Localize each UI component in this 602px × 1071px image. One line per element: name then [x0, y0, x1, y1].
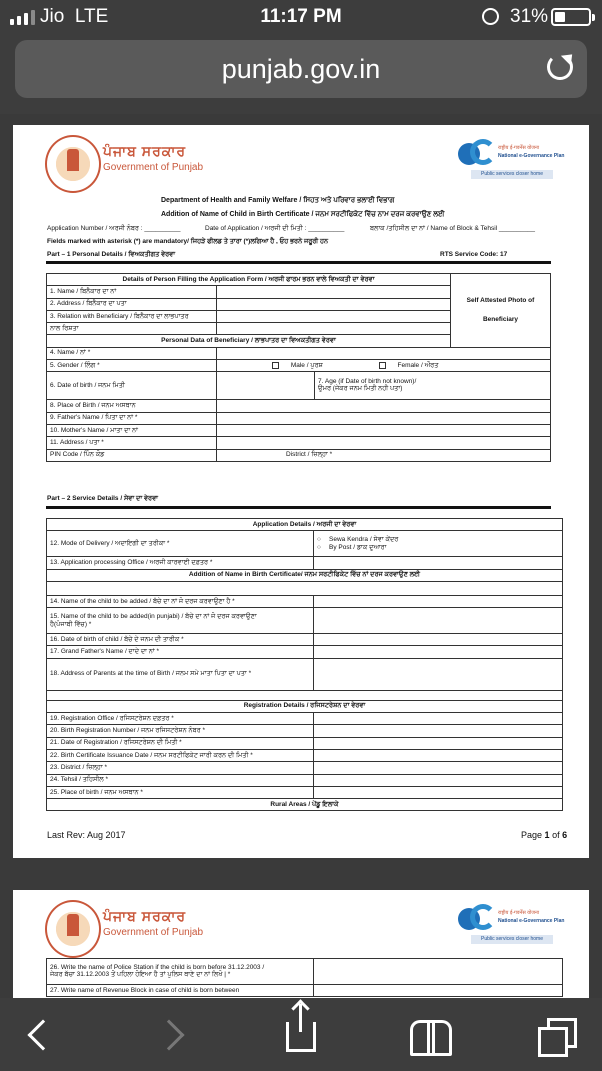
pdf-page-2: [13, 890, 589, 998]
field-label: 25. Place of birth / ਜਨਮ ਅਸਥਾਨ *: [47, 786, 314, 798]
address-bar-area: [0, 34, 602, 114]
section-header: Application Details / ਅਰਜੀ ਦਾ ਵੇਰਵਾ: [47, 519, 563, 531]
reload-icon[interactable]: [547, 54, 573, 80]
form-title: Addition of Name of Child in Birth Certificate / ਜਨਮ ਸਰਟੀਫਿਕੇਟ ਵਿੱਚ ਨਾਮ ਦਰਜ ਕਰਵਾਉਣ ਲਈ: [161, 211, 445, 218]
punjab-emblem-icon: [45, 900, 101, 958]
rural-details-table: [46, 958, 563, 997]
carrier: Jio LTE: [40, 6, 109, 27]
part2-label: Part – 2 Service Details / ਸੇਵਾ ਦਾ ਵੇਰਵਾ: [47, 495, 159, 502]
delivery-options: ○ Sewa Kendra / ਸੇਵਾ ਕੇਂਦਰ ○ By Post / ਡਾਕ ਦੁਆਰਾ: [314, 531, 563, 557]
egov-tagline: Public services closer home: [471, 170, 553, 179]
divider: [46, 506, 551, 509]
egov-hindi: राष्ट्रीय ई-गवर्नेंस योजना: [498, 145, 540, 151]
share-icon[interactable]: [286, 1022, 316, 1052]
field-label: 1. Name / ਬਿਨੈਕਾਰ ਦਾ ਨਾਂ: [47, 286, 217, 298]
age-field[interactable]: 7. Age (if Date of birth not known)/ ਉਮਰ (ਜੇਕਰ ਜਨਮ ਮਿਤੀ ਨਹੀ ਪਤਾ): [315, 372, 551, 400]
spacer: [47, 690, 563, 700]
bookmarks-icon[interactable]: [410, 1020, 452, 1052]
revision-note: Last Rev: Aug 2017: [47, 830, 126, 840]
field-input[interactable]: [314, 985, 563, 997]
field-label: 4. Name / ਨਾਂ *: [47, 347, 217, 359]
egov-english: National e-Governance Plan: [498, 918, 565, 924]
field-label: 9. Father's Name / ਪਿਤਾ ਦਾ ਨਾਂ *: [47, 412, 217, 424]
female-checkbox[interactable]: [379, 362, 386, 369]
tabs-icon[interactable]: [538, 1018, 572, 1052]
app-date: Date of Application / ਅਰਜੀ ਦੀ ਮਿਤੀ : __________: [205, 225, 345, 232]
page-header: [13, 890, 589, 954]
field-label: 16. Date of birth of child / ਬੱਚੇ ਦੇ ਜਨਮ ਦੀ ਤਾਰੀਕ *: [47, 634, 314, 646]
field-label: 11. Address / ਪਤਾ *: [47, 437, 217, 449]
field-input[interactable]: [314, 786, 563, 798]
field-input[interactable]: [217, 347, 551, 359]
field-label: 5. Gender / ਲਿੰਗ *: [47, 360, 217, 372]
field-input[interactable]: [314, 634, 563, 646]
alarm-icon: [482, 8, 499, 25]
egov-logo-icon: [458, 904, 496, 932]
egov-tagline: Public services closer home: [471, 935, 553, 944]
battery-percent: 31%: [510, 6, 549, 27]
field-input[interactable]: [217, 323, 451, 335]
pin-district[interactable]: District / ਜ਼ਿਲ੍ਹਾ *: [217, 449, 551, 461]
field-input[interactable]: [217, 310, 451, 322]
divider: [46, 261, 551, 264]
field-input[interactable]: [314, 557, 563, 569]
punjabi-title: ਪੰਜਾਬ ਸਰਕਾਰ: [103, 908, 187, 924]
field-input[interactable]: [314, 774, 563, 786]
url-field[interactable]: punjab.gov.in: [15, 40, 587, 98]
spacer: [47, 581, 563, 595]
field-label: 2. Address / ਬਿਨੈਕਾਰ ਦਾ ਪਤਾ: [47, 298, 217, 310]
egov-english: National e-Governance Plan: [498, 153, 565, 159]
browser-toolbar: [0, 998, 602, 1071]
field-label: 18. Address of Parents at the time of Birth / ਜਨਮ ਸਮੇ ਮਾਤਾ ਪਿਤਾ ਦਾ ਪਤਾ *: [47, 658, 314, 690]
page-indicator: Page 1 of 6: [521, 830, 568, 840]
section-header: Addition of Name in Birth Certificate/ ਜਨਮ ਸਰਟੀਫਿਕੇਟ ਵਿੱਚ ਨਾਂ ਦਰਜ ਕਰਵਾਉਣ ਲਈ: [47, 569, 563, 581]
egov-hindi: राष्ट्रीय ई-गवर्नेंस योजना: [498, 910, 540, 916]
part1-label: Part – 1 Personal Details / ਵਿਅਕਤੀਗਤ ਵੇਰਵਾ: [47, 251, 176, 258]
male-checkbox[interactable]: [272, 362, 279, 369]
photo-box: Self Attested Photo of Beneficiary: [451, 274, 551, 348]
egov-logo-icon: [458, 139, 496, 167]
field-input[interactable]: [314, 737, 563, 749]
field-input[interactable]: [314, 959, 563, 985]
field-input[interactable]: [314, 595, 563, 607]
block-tehsil: ਬਲਾਕ /ਤਹਿਸੀਲ ਦਾ ਨਾਂ / Name of Block & Tehsil __________: [370, 225, 536, 232]
field-label: 12. Mode of Delivery / ਅਦਾਇਗੀ ਦਾ ਤਰੀਕਾ *: [47, 531, 314, 557]
field-label: PIN Code / ਪਿੰਨ ਕੋਡ: [47, 449, 217, 461]
section-header: Rural Areas / ਪੇਂਡੂ ਇਲਾਕੇ: [47, 799, 563, 811]
mandatory-note: Fields marked with asterisk (*) are mandatory/ ਜਿਹੜੇ ਫੀਲਡ ਤੇ ਤਾਰਾ (*)ਲਗਿਆ ਹੈ , ਓਹ ਭਰਨੇ ਜਰੂਰੀ ਹਨ: [47, 238, 329, 245]
back-icon[interactable]: [27, 1019, 58, 1050]
field-label: ਨਾਲ ਰਿਸ਼ਤਾ: [47, 323, 217, 335]
section-header: Personal Data of Beneficiary / ਲਾਭਪਾਤਰ ਦਾ ਵਿਅਕਤੀਗਤ ਵੇਰਵਾ: [47, 335, 451, 347]
field-label: 23. District / ਜ਼ਿਲ੍ਹਾ *: [47, 762, 314, 774]
field-input[interactable]: [217, 286, 451, 298]
field-label: 22. Birth Certificate Issuance Date / ਜਨਮ ਸਰਟੀਫਿਕੇਟ ਜਾਰੀ ਕਰਨ ਦੀ ਮਿਤੀ *: [47, 749, 314, 761]
field-label: 14. Name of the child to be added / ਬੱਚੇ ਦਾ ਨਾਂ ਜੋ ਦਰਜ ਕਰਵਾਉਣਾ ਹੈ *: [47, 595, 314, 607]
field-input[interactable]: [217, 298, 451, 310]
field-input[interactable]: [314, 658, 563, 690]
gov-title: Government of Punjab: [103, 927, 204, 938]
field-label: 27. Write name of Revenue Block in case of child is born between: [47, 985, 314, 997]
field-input[interactable]: [314, 646, 563, 658]
post-option[interactable]: By Post / ਡਾਕ ਦੁਆਰਾ: [329, 543, 387, 551]
clock: 11:17 PM: [260, 6, 342, 27]
field-input[interactable]: [217, 412, 551, 424]
field-label: 8. Place of Birth / ਜਨਮ ਅਸਥਾਨ: [47, 400, 217, 412]
service-details-table: [46, 518, 563, 811]
field-label: 13. Application processing Office / ਅਰਜੀ ਕਾਰਵਾਈ ਦਫ਼ਤਰ *: [47, 557, 314, 569]
punjab-emblem-icon: [45, 135, 101, 193]
rts-code: RTS Service Code: 17: [440, 251, 508, 258]
field-input[interactable]: [217, 372, 315, 400]
dept-title: Department of Health and Family Welfare / ਸਿਹਤ ਅਤੇ ਪਰਿਵਾਰ ਭਲਾਈ ਵਿਭਾਗ: [161, 197, 395, 204]
battery-icon: [551, 8, 591, 26]
forward-icon[interactable]: [153, 1019, 184, 1050]
section-header: Details of Person Filling the Application Form / ਅਰਜੀ ਫਾਰਮ ਭਰਨ ਵਾਲੇ ਵਿਅਕਤੀ ਦਾ ਵੇਰਵਾ: [47, 274, 451, 286]
pdf-page-1: [13, 125, 589, 858]
status-bar: [0, 0, 602, 34]
gov-title: Government of Punjab: [103, 162, 204, 173]
field-input[interactable]: [217, 424, 551, 436]
field-input[interactable]: [314, 762, 563, 774]
punjabi-title: ਪੰਜਾਬ ਸਰਕਾਰ: [103, 143, 187, 159]
field-label: 17. Grand Father's Name / ਦਾਦੇ ਦਾ ਨਾਂ *: [47, 646, 314, 658]
field-label: 6. Date of birth / ਜਨਮ ਮਿਤੀ: [47, 372, 217, 400]
gender-options: Male / ਪੁਰਸ਼ Female / ਔਰਤ: [217, 360, 551, 372]
field-input[interactable]: [217, 400, 551, 412]
field-label: 3. Relation with Beneficiary / ਬਿਨੈਕਾਰ ਦਾ ਲਾਭਪਾਤਰ: [47, 310, 217, 322]
field-input[interactable]: [314, 713, 563, 725]
field-input[interactable]: [314, 725, 563, 737]
field-label: 26. Write the name of Police Station if the child is born before 31.12.2003 / ਜੇਕਰ ਬੱਚਾ 31.12.2003 ਤੋਂ ਪਹਿਲਾ ਹੋਇਆ ਹੈ ਤਾਂ ਪੁਲਿਸ ਥਾਣੇ ਦਾ ਨਾਂ ਲਿਖੋ | *: [47, 959, 314, 985]
page-content[interactable]: [0, 114, 602, 998]
sewa-option[interactable]: Sewa Kendra / ਸੇਵਾ ਕੇਂਦਰ: [329, 535, 399, 543]
field-input[interactable]: [314, 749, 563, 761]
app-number: Application Number / ਅਰਜੀ ਨੰਬਰ : __________: [47, 225, 181, 232]
section-header: Registration Details / ਰਜਿਸਟਰੇਸ਼ਨ ਦਾ ਵੇਰਵਾ: [47, 700, 563, 712]
field-label: 15. Name of the child to be added(in punjabi) / ਬੱਚੇ ਦਾ ਨਾਂ ਜੋ ਦਰਜ ਕਰਵਾਉਣਾ ਹੈ(ਪੰਜਾਬੀ ਵਿੱਚ) *: [47, 608, 314, 634]
field-input[interactable]: [217, 437, 551, 449]
field-input[interactable]: [314, 608, 563, 634]
field-label: 10. Mother's Name / ਮਾਤਾ ਦਾ ਨਾਂ: [47, 424, 217, 436]
field-label: 24. Tehsil / ਤਹਿਸੀਲ *: [47, 774, 314, 786]
personal-details-table: [46, 273, 551, 462]
field-label: 21. Date of Registration / ਰਜਿਸਟਰੇਸ਼ਨ ਦੀ ਮਿਤੀ *: [47, 737, 314, 749]
page-header: [13, 125, 589, 189]
field-label: 20. Birth Registration Number / ਜਨਮ ਰਜਿਸਟਰੇਸ਼ਨ ਨੰਬਰ *: [47, 725, 314, 737]
field-label: 19. Registration Office / ਰਜਿਸਟਰੇਸ਼ਨ ਦਫ਼ਤਰ *: [47, 713, 314, 725]
